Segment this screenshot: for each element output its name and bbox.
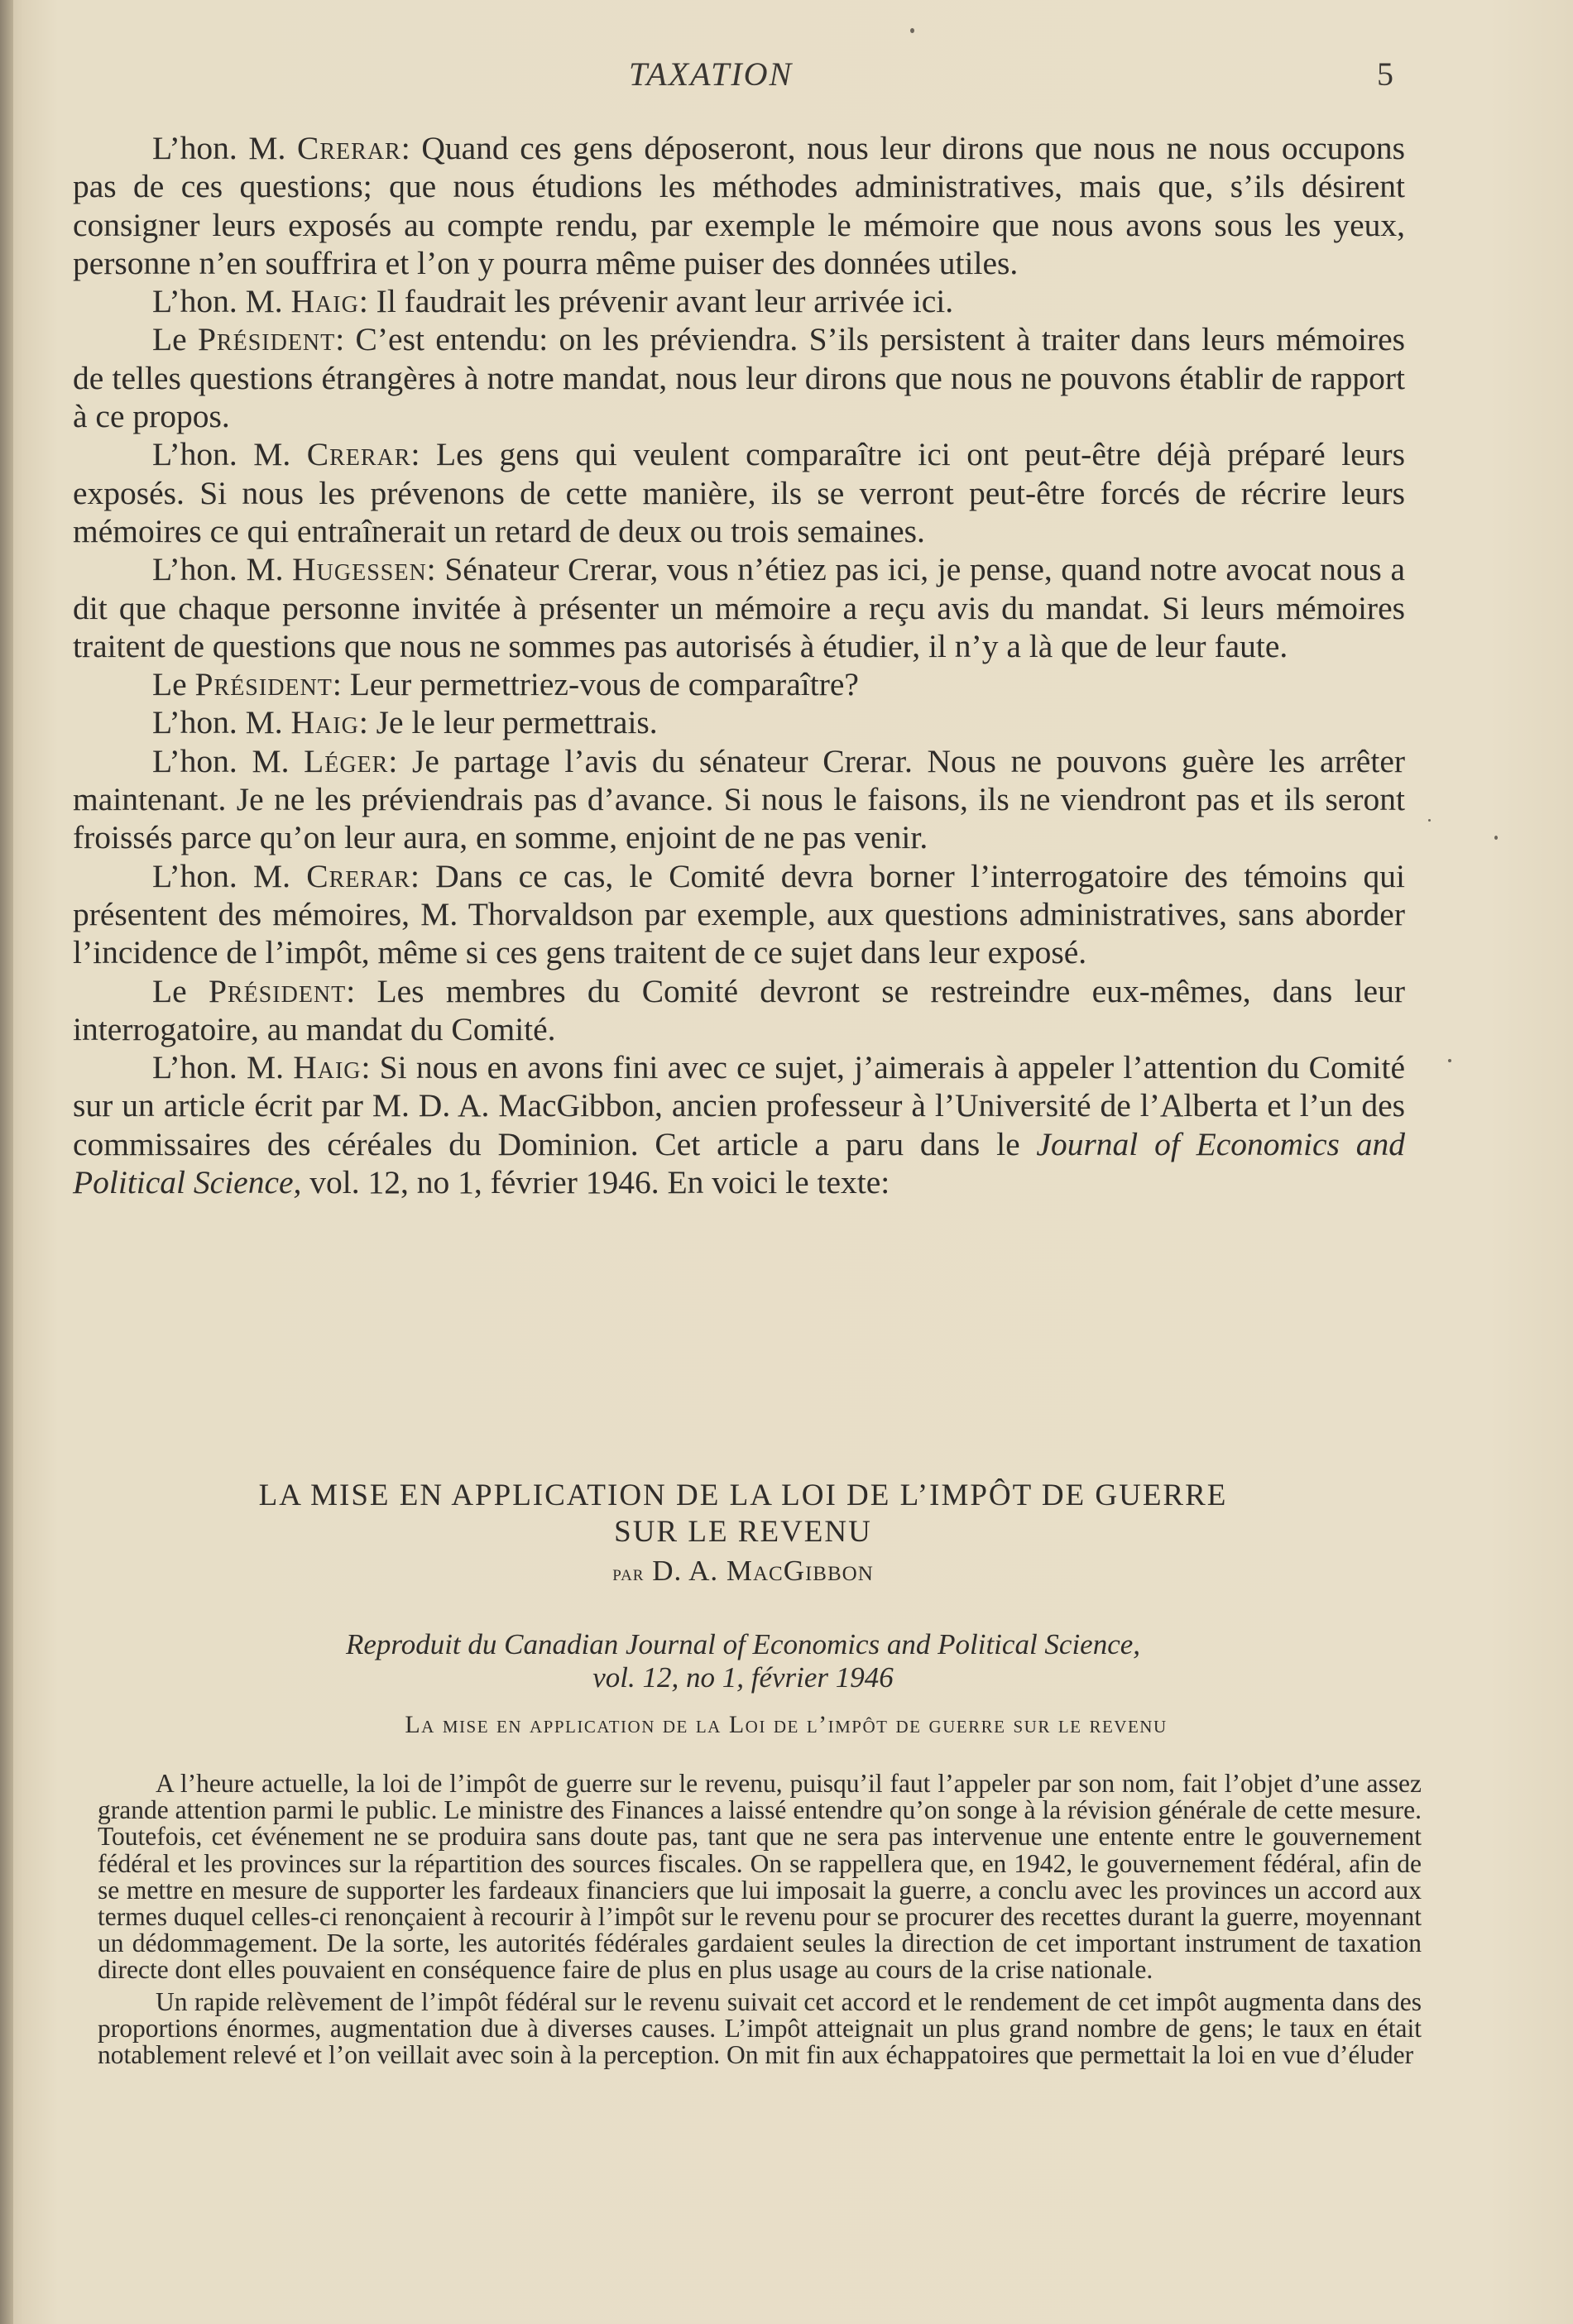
dialogue-paragraph: L’hon. M. Crerar: Les gens qui veulent comparaître ici ont peut-être déjà préparé leurs exposés. Si nous les prévenons de cette manière, ils se verront peut-être forcés de récrire leurs mémoires ce qui entraînerait un retard de deux ou trois semaines. — [73, 436, 1405, 549]
article-title: LA MISE EN APPLICATION DE LA LOI DE L’IMPÔT DE GUERRE SUR LE REVENU — [258, 1478, 1228, 1549]
page-binding-edge — [0, 0, 13, 2324]
paper-speck — [1428, 819, 1431, 822]
article-body — [98, 1771, 1422, 2073]
paper-speck — [1448, 1059, 1451, 1062]
article-paragraph: Un rapide relèvement de l’impôt fédéral sur le revenu suivait cet accord et le rendement de cet impôt augmenta dans des proportions énormes, augmentation due à diverses causes. L’impôt atteignait un plus grand nombre de gens; le taux en était notablement relevé et l’on veillait avec soin à la perception. On mit fin aux échappatoires que permettait la loi en vue d’éluder — [98, 1986, 1422, 2070]
article-byline: par D. A. MacGibbon — [612, 1555, 874, 1587]
dialogue-paragraph: Le Président: Les membres du Comité devront se restreindre eux-mêmes, dans leur interrogatoire, au mandat du Comité. — [73, 972, 1405, 1047]
dialogue-paragraph: L’hon. M. Haig: Si nous en avons fini avec ce sujet, j’aimerais à appeler l’attention du Comité sur un article écrit par M. D. A. MacGibbon, ancien professeur à l’Université de l’Alberta et l’un des commissaires des céréales du Dominion. Cet article a paru dans le Journal of Economics and Political Science, vol. 12, no 1, février 1946. En voici le texte: — [73, 1049, 1405, 1201]
section-heading: La mise en application de la Loi de l’impôt de guerre sur le revenu — [405, 1711, 1168, 1738]
page-number: 5 — [1377, 55, 1393, 93]
journal-title: Journal of Economics and Political Science, — [73, 1125, 1405, 1201]
reproduction-note: Reproduit du Canadian Journal of Economics and Political Science, vol. 12, no 1, février 1946 — [345, 1628, 1141, 1694]
article-header — [98, 1478, 1388, 1694]
speaker-name: Hugessen — [292, 551, 427, 588]
speaker-name: Haig — [290, 704, 359, 741]
running-title: TAXATION — [629, 55, 794, 93]
dialogue-paragraph: L’hon. M. Haig: Je le leur permettrais. — [152, 704, 658, 741]
speaker-name: Président — [194, 666, 333, 703]
speaker-name: Président — [208, 972, 347, 1009]
dialogue-paragraph: L’hon. M. Hugessen: Sénateur Crerar, vous n’étiez pas ici, je pense, quand notre avocat nous a dit que chaque personne invitée à présenter un mémoire a reçu avis du mandat. Si leurs mémoires traitent de questions que nous ne sommes pas autorisés à étudier, il n’y a là que de leur faute. — [73, 551, 1405, 664]
speaker-name: Crerar — [306, 857, 410, 894]
dialogue-paragraph: L’hon. M. Léger: Je partage l’avis du sénateur Crerar. Nous ne pouvons guère les arrêter maintenant. Je ne les préviendrais pas d’avance. Si nous le faisons, ils ne viendront pas et ils seront froissés parce qu’on leur aura, en somme, enjoint de ne pas venir. — [73, 742, 1405, 856]
speaker-name: Président — [197, 321, 336, 358]
dialogue-paragraph: Le Président: C’est entendu: on les préviendra. S’ils persistent à traiter dans leurs mémoires de telles questions étrangères à notre mandat, nous leur dirons que nous ne pouvons établir de rapport à ce propos. — [73, 321, 1405, 435]
dialogue-paragraph: L’hon. M. Crerar: Quand ces gens déposeront, nous leur dirons que nous ne nous occupons pas de ces questions; que nous étudions les méthodes administratives, mais que, s’ils désirent consigner leurs exposés au compte rendu, par exemple le mémoire que nous avons sous les yeux, personne n’en souffrira et l’on y pourra même puiser des données utiles. — [73, 130, 1406, 281]
page-header — [0, 51, 1573, 93]
dialogue-paragraph: L’hon. M. Haig: Il faudrait les prévenir avant leur arrivée ici. — [152, 283, 954, 320]
article-paragraph: A l’heure actuelle, la loi de l’impôt de guerre sur le revenu, puisqu’il faut l’appeler par son nom, fait l’objet d’une assez grande attention parmi le public. Le ministre des Finances a laissé entendre qu’on songe à la révision générale de cette mesure. Toutefois, cet événement ne se produira sans doute pas, tant que ne sera pas intervenue une entente entre le gouvernement fédéral et les provinces sur la répartition des sources fiscales. On se rappellera que, en 1942, le gouvernement fédéral, afin de se mettre en mesure de supporter les fardeaux financiers que lui imposait la guerre, a conclu avec les provinces un accord aux termes duquel celles-ci renonçaient à recourir à l’impôt sur le revenu pour se procurer des recettes durant la guerre, moyennant un dédommagement. De la sorte, les autorités fédérales gardaient seules la direction de cet important instrument de taxation directe dont elles pouvaient en conséquence faire de plus en plus usage au cours de la crise nationale. — [98, 1769, 1422, 1985]
paper-speck — [910, 28, 914, 33]
speaker-name: Léger — [304, 742, 389, 779]
speaker-name: Crerar — [306, 436, 411, 473]
speaker-name: Haig — [293, 1049, 362, 1086]
dialogue-paragraph: L’hon. M. Crerar: Dans ce cas, le Comité devra borner l’interrogatoire des témoins qui présentent des mémoires, M. Thorvaldson par exemple, aux questions administratives, sans aborder l’incidence de l’impôt, même si ces gens traitent de ce sujet dans leur exposé. — [73, 857, 1406, 971]
committee-dialogue — [73, 129, 1405, 1201]
dialogue-paragraph: Le Président: Leur permettriez-vous de comparaître? — [152, 666, 859, 703]
speaker-name: Crerar — [297, 130, 401, 166]
speaker-name: Haig — [290, 283, 359, 320]
paper-speck — [1494, 836, 1498, 840]
